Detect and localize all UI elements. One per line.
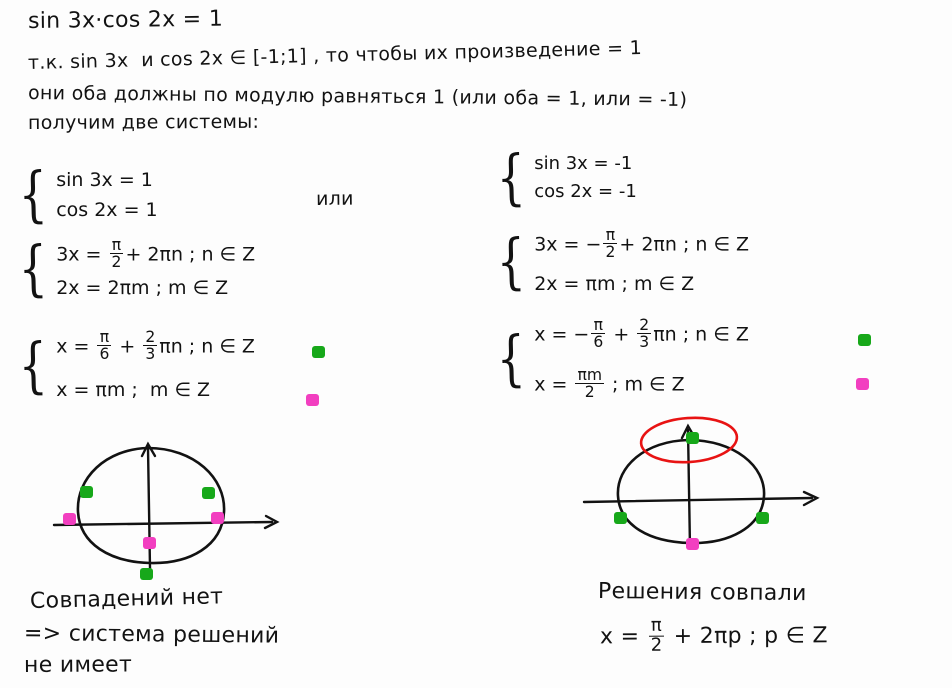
right-system-2-line-2: 2x = πm ; m ∈ Z [534, 272, 695, 295]
left-conclusion-line-2: => система решений [23, 621, 280, 649]
reasoning-line-2: они оба должны по модулю равняться 1 (или оба = 1, или = -1) [27, 82, 688, 111]
fraction-pi-over-6: $\frac{\pi}{6}$ [99, 328, 110, 364]
fraction-2-over-3: $\frac{2}{3}$ [639, 316, 650, 352]
magenta-marker-dot [143, 537, 156, 549]
green-marker-dot [140, 568, 153, 580]
right-system-3-line-1: x = − $\frac{\pi}{6}$ + $\frac{2}{3}$ πn ; n ∈ Z [534, 316, 749, 352]
reasoning-line-3: получим две системы: [27, 110, 260, 134]
left-system-1-line-2: cos 2x = 1 [56, 198, 158, 221]
green-marker-dot [312, 346, 325, 358]
fraction-pi-over-2: $\frac{\pi}{2}$ [605, 226, 616, 262]
curly-brace-icon: { [17, 159, 49, 231]
magenta-marker-dot [211, 512, 224, 524]
magenta-marker-dot [63, 513, 76, 525]
right-system-3-line-2: x = $\frac{\pi m}{2}$ ; m ∈ Z [534, 365, 685, 402]
green-marker-dot [686, 432, 699, 444]
right-conclusion-line-1: Решения совпали [597, 579, 807, 607]
right-system-1 [492, 142, 637, 214]
curly-brace-icon: { [495, 323, 527, 395]
curly-brace-icon: { [495, 226, 527, 298]
left-system-3-line-2: x = πm ; m ∈ Z [56, 378, 211, 401]
left-system-1 [14, 159, 158, 231]
green-marker-dot [80, 486, 93, 498]
right-system-3 [492, 318, 749, 401]
x-axis-line [54, 522, 272, 525]
green-marker-dot [858, 334, 871, 346]
hand-drawn-circle [618, 440, 764, 543]
left-conclusion-line-1: Совпадений нет [29, 584, 224, 614]
fraction-pi-over-2: $\frac{\pi}{2}$ [111, 236, 122, 272]
left-conclusion-line-3: не имеет [23, 652, 133, 678]
equation-statement: sin 3x·cos 2x = 1 [27, 6, 224, 34]
green-marker-dot [202, 487, 215, 499]
left-system-1-line-1: sin 3x = 1 [56, 169, 153, 191]
y-axis-line [148, 448, 150, 568]
right-system-1-line-2: cos 2x = -1 [534, 181, 637, 203]
right-system-2 [492, 228, 749, 297]
reasoning-line-1: т.к. sin 3x и cos 2x ∈ [-1;1] , то чтобы их произведение = 1 [27, 36, 643, 74]
left-system-3 [14, 330, 255, 403]
right-system-1-line-1: sin 3x = -1 [534, 153, 633, 174]
fraction-2-over-3: $\frac{2}{3}$ [145, 328, 156, 364]
fraction-pi-over-2: $\frac{\pi}{2}$ [650, 614, 663, 656]
left-system-2 [14, 233, 256, 305]
right-system-2-line-1: 3x = − $\frac{\pi}{2}$ + 2πn ; n ∈ Z [534, 226, 750, 262]
fraction-pi-over-6: $\frac{\pi}{6}$ [593, 316, 604, 352]
left-system-2-line-2: 2x = 2πm ; m ∈ Z [56, 276, 229, 299]
curly-brace-icon: { [17, 330, 49, 402]
green-marker-dot [614, 512, 627, 524]
green-marker-dot [756, 512, 769, 524]
magenta-marker-dot [856, 378, 869, 390]
connector-or: или [315, 187, 354, 210]
magenta-marker-dot [306, 394, 319, 406]
fraction-pi-m-over-2: $\frac{\pi m}{2}$ [577, 365, 602, 402]
magenta-marker-dot [686, 538, 699, 550]
curly-brace-icon: { [495, 142, 527, 214]
left-system-2-line-1: 3x = $\frac{\pi}{2}$ + 2πn ; n ∈ Z [56, 236, 256, 272]
left-unit-circle-diagram [44, 430, 294, 584]
right-conclusion-line-2: x = $\frac{\pi}{2}$ + 2πp ; p ∈ Z [599, 614, 828, 656]
left-system-3-line-1: x = $\frac{\pi}{6}$ + $\frac{2}{3}$ πn ; n ∈ Z [56, 328, 255, 364]
right-unit-circle-diagram [576, 418, 836, 572]
y-axis-line [688, 430, 690, 548]
curly-brace-icon: { [17, 233, 49, 305]
